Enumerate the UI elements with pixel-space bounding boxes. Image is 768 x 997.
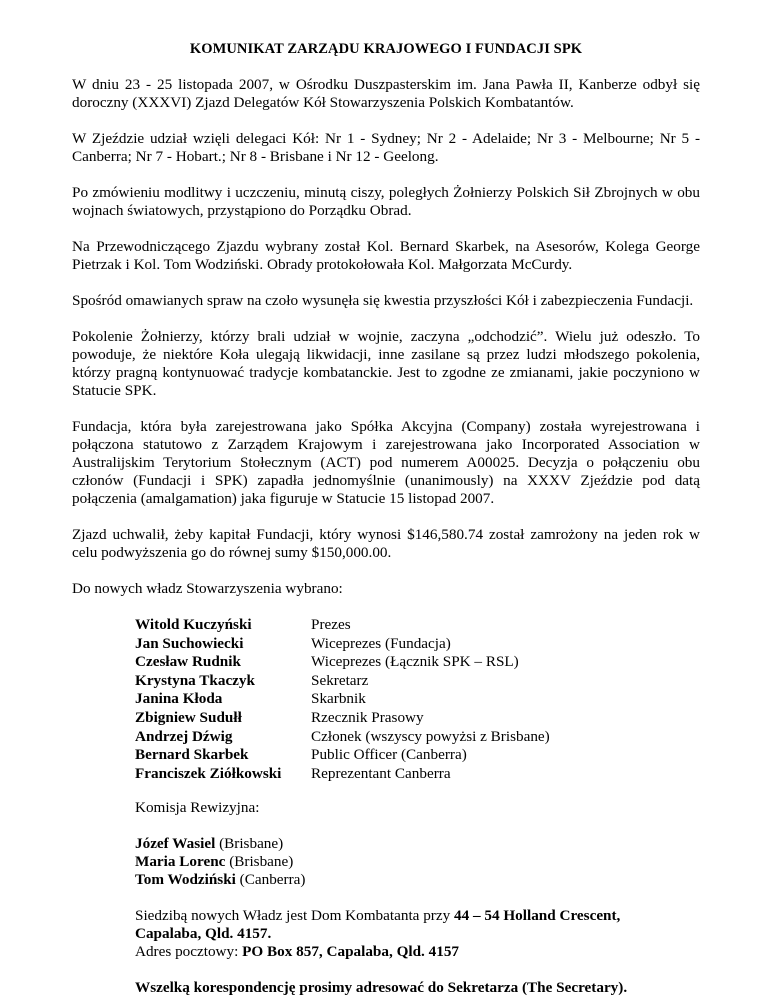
officer-name: Czesław Rudnik: [135, 653, 241, 671]
auditor-name: Maria Lorenc: [135, 853, 226, 871]
officer-name: Krystyna Tkaczyk: [135, 671, 255, 689]
officer-role: Reprezentant Canberra: [311, 764, 451, 782]
auditor-item: [135, 853, 700, 871]
officer-name: Zbigniew Sudułł: [135, 708, 242, 726]
officer-row: [135, 672, 550, 691]
officer-role: Wiceprezes (Fundacja): [311, 634, 451, 652]
auditor-place: (Brisbane): [225, 853, 294, 871]
seat-street: 44 – 54 Holland Crescent,: [454, 907, 621, 925]
officer-role: Prezes: [311, 616, 351, 633]
officer-role: Wiceprezes (Łącznik SPK – RSL): [311, 653, 519, 671]
paragraph-foundation: Fundacja, która była zarejestrowana jako Spółka Akcyjna (Company) została wyrejestrowana i połączona statutowo z Zarządem Krajowym i zarejestrowana jako Incorporated Association w Australijskim Terytorium Stołecznym (ACT) pod numerem A00025. Decyzja o połączeniu obu członów (Fundacji i SPK) zapadła jednomyślnie (unanimously) na XXXV Zjeździe pod datą połączenia (amalgamation) jaka figuruje w Statucie 15 listopad 2007.: [72, 418, 700, 507]
auditor-name: Tom Wodziński: [135, 871, 236, 889]
officer-row: [135, 709, 550, 728]
paragraph-generation: Pokolenie Żołnierzy, którzy brali udział w wojnie, zaczyna „odchodzić”. Wielu już odeszło. To powoduje, że niektóre Koła ulegają likwidacji, inne zasilane są przez ludzi młodszego pokolenia, którzy pragną kontynuować tradycje kombatanckie. Jest to zgodne ze zmianami, jakie poczyniono w Statucie SPK.: [72, 328, 700, 399]
officer-row: [135, 635, 550, 654]
officer-row: [135, 765, 550, 784]
officer-role: Skarbnik: [311, 690, 366, 708]
auditor-name: Józef Wasiel: [135, 835, 216, 853]
paragraph-capital: Zjazd uchwalił, żeby kapitał Fundacji, który wynosi $146,580.74 został zamrożony na jeden rok w celu podwyższenia go do równej sumy $150,000.00.: [72, 526, 700, 561]
audit-commission-title: Komisja Rewizyjna:: [135, 799, 260, 817]
postal-box: PO Box 857, Capalaba, Qld. 4157: [242, 943, 460, 961]
officer-name: Bernard Skarbek: [135, 746, 249, 764]
officer-name: Franciszek Ziółkowski: [135, 764, 282, 782]
closing-note: Wszelką korespondencję prosimy adresować do Sekretarza (The Secretary).: [135, 979, 628, 997]
auditor-item: [135, 835, 700, 853]
seat-address: [135, 907, 700, 925]
officer-name: Janina Kłoda: [135, 690, 223, 708]
officer-row: [135, 653, 550, 672]
officers-intro: Do nowych władz Stowarzyszenia wybrano:: [72, 580, 343, 597]
officer-role: Rzecznik Prasowy: [311, 708, 424, 726]
paragraph-delegates: W Zjeździe udział wzięli delegaci Kół: Nr 1 - Sydney; Nr 2 - Adelaide; Nr 3 - Melbourne; Nr 5 - Canberra; Nr 7 - Hobart.; Nr 8 - Brisbane i Nr 12 - Geelong.: [72, 130, 700, 165]
officer-row: [135, 690, 550, 709]
paragraph-meeting: W dniu 23 - 25 listopada 2007, w Ośrodku Duszpasterskim im. Jana Pawła II, Kanberze odbył się doroczny (XXXVI) Zjazd Delegatów Kół Stowarzyszenia Polskich Kombatantów.: [72, 76, 700, 111]
seat-city: Capalaba, Qld. 4157.: [135, 925, 272, 943]
officer-role: Public Officer (Canberra): [311, 746, 467, 764]
document-title: KOMUNIKAT ZARZĄDU KRAJOWEGO I FUNDACJI SPK: [189, 41, 583, 57]
postal-prefix: Adres pocztowy:: [135, 943, 243, 961]
seat-prefix: Siedzibą nowych Władz jest Dom Kombatanta przy: [135, 907, 454, 925]
audit-commission-list: [135, 835, 700, 889]
officer-row: [135, 616, 550, 635]
paragraph-prayer: Po zmówieniu modlitwy i uczczeniu, minutą ciszy, poległych Żołnierzy Polskich Sił Zbrojnych w obu wojnach światowych, przystąpiono do Porządku Obrad.: [72, 184, 700, 219]
officers-table: [135, 616, 550, 783]
auditor-place: (Brisbane): [215, 835, 284, 853]
auditor-item: [135, 871, 700, 889]
paragraph-chairman: Na Przewodniczącego Zjazdu wybrany został Kol. Bernard Skarbek, na Asesorów, Kolega George Pietrzak i Kol. Tom Wodziński. Obrady protokołowała Kol. Małgorzata McCurdy.: [72, 238, 700, 273]
officer-row: [135, 728, 550, 747]
auditor-place: (Canberra): [235, 871, 306, 889]
officer-role: Członek (wszyscy powyżsi z Brisbane): [311, 727, 550, 745]
document-page: [72, 40, 700, 997]
officer-name: Andrzej Dźwig: [135, 727, 233, 745]
paragraph-issues: Spośród omawianych spraw na czoło wysunęła się kwestia przyszłości Kół i zabezpieczenia Fundacji.: [72, 292, 694, 309]
officer-name: Jan Suchowiecki: [135, 634, 244, 652]
postal-address: [135, 943, 700, 961]
officer-role: Sekretarz: [311, 671, 369, 689]
officer-name: Witold Kuczyński: [135, 616, 252, 633]
officer-row: [135, 746, 550, 765]
address-block: [135, 907, 700, 961]
